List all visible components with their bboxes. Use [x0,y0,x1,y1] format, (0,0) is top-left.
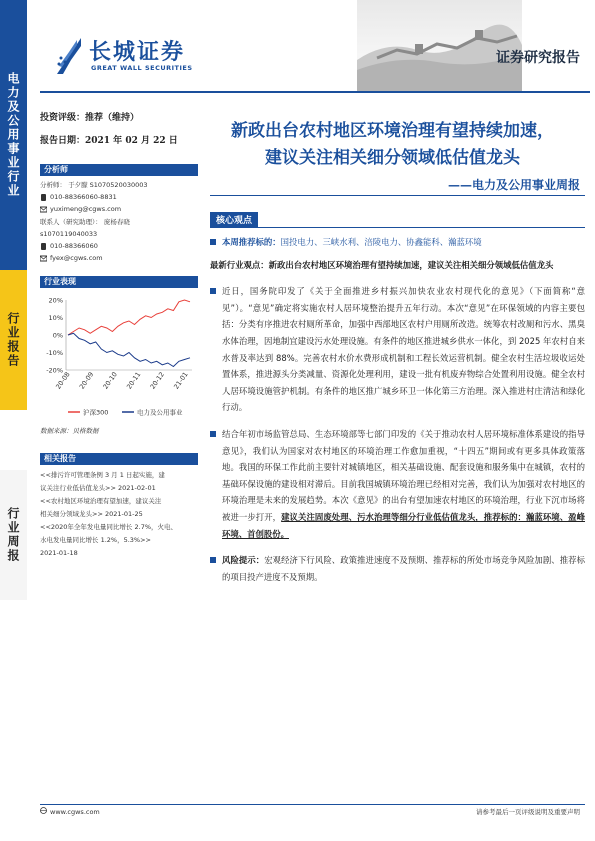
related-report-line[interactable]: 2021-01-18 [40,549,78,557]
rail-spacer [0,410,27,470]
rail-bottom [0,600,27,841]
rating: 投资评级：推荐（维持） [40,113,140,123]
y-tick-label: 10% [48,314,63,322]
recommend-block [210,234,585,251]
related-report-line[interactable]: 议关注行业低估值龙头>> 2021-02-01 [40,484,156,492]
x-tick-label: 20-11 [125,370,143,391]
rail-industry-block [0,0,27,270]
bullet-icon [210,431,216,437]
globe-icon [40,807,47,814]
analyst-email[interactable]: yuximeng@cgws.com [50,205,122,213]
y-tick-label: -20% [46,366,63,375]
email-icon [40,255,47,262]
y-tick-label: 0% [52,331,63,340]
contact-phone: 010-88366060 [50,242,98,250]
bullet-icon [210,288,216,294]
analyst-phone-row [40,193,198,201]
logo-chinese: 长城证券 [89,39,186,65]
report-subtitle: ——电力及公用事业周报 [447,178,580,192]
footer-url[interactable] [40,807,100,816]
risk-label: 风险提示： [222,555,265,566]
series-line-0 [68,300,190,335]
legend-label: 电力及公用事业 [137,408,183,417]
y-tick-label: -10% [46,349,63,357]
rail-report-kind-text: 行业报告 [6,312,20,368]
left-column [40,110,198,560]
report-date: 报告日期：2021 年 02 月 22 日 [40,136,178,146]
risk-text: 宏观经济下行风险、政策推进速度不及预期、推荐标的所处市场竞争风险加剧、推荐标的项目投产进度不及预期。 [222,555,585,582]
subtitle-divider [210,195,585,196]
performance-section-head: 行业表现 [40,276,198,288]
header-divider [40,91,590,93]
legend-label: 沪深300 [83,408,109,417]
core-view-head: 核心观点 [210,212,258,227]
rail-report-kind-block [0,270,27,410]
bullet-icon [210,239,216,245]
rail-period-block [0,470,27,600]
bullet-icon [210,557,216,563]
x-tick-label: 20-09 [77,370,96,391]
footer-divider [40,804,585,805]
report-title-line1: 新政出台农村地区环境治理有望持续加速， [231,121,554,141]
core-view-divider [210,227,585,228]
related-section-head: 相关报告 [40,453,198,465]
contact-email[interactable]: fyex@cgws.com [50,254,103,262]
y-tick-label: 20% [48,296,63,305]
footer-url-text: www.cgws.com [50,808,100,816]
analyst-name: 分析师： 于夕朦 S1070520030003 [40,181,148,189]
paragraph-1: 近日，国务院印发了《关于全面推进乡村振兴加快农业农村现代化的意见》（下面简称“意见”）。“意见”确定将实施农村人居环境整治提升五年行动。本次“意见”在环保领域的内容主要包括：分类有序推进农村厕所革命，加强中西部地区农村户用厕所改造。统筹农村改厕和污水、黑臭水体治理，因地制宜建设污水处理设施。有条件的地区推进城乡供水一体化，到 2025 年农村自来水普及率达到 88%。完善农村水价水费形成机制和工程长效运营机制。健全农村生活垃圾收运处置体系，推进源头分类减量、资源化处理利用，建设一批有机废弃物综合处置利用设施。健全农村人居环境设施管护机制。有条件的地区推广城乡环卫一体化第三方治理。深入推进村庄清洁和绿化行动。 [222,286,585,413]
main-content [210,208,585,585]
phone-icon [40,194,47,201]
related-reports-list [40,469,198,560]
contact-phone-row [40,242,198,250]
report-type: 证券研究报告 [496,50,580,66]
related-report-line[interactable]: <<农村地区环境治理有望加速，建议关注 [40,497,162,505]
series-line-1 [68,333,190,366]
email-icon [40,206,47,213]
paragraph-2-text: 结合年初市场监管总局、生态环境部等七部门印发的《关于推动农村人居环境标准体系建设的指导意见》，我们认为国家对农村地区的环境治理工作愈加重视，“十四五”期间或有更多具体政策落地。我国的环保工作此前主要针对城镇地区，相关基础设施、配套设施和服务集中在城镇，农村的基础环保设施的建设相对滞后。目前我国城镇环境治理已经相对完善，我们认为加强对农村地区的环境治理是未来的发展趋势。本次《意见》的出台有望加速农村地区的环境治理，行业下沉市场将被进一步打开， [222,428,585,522]
recommend-label: 本周推荐标的： [222,237,281,247]
paragraph-2-highlight: 建议关注固废处理、污水治理等细分行业低估值龙头，推荐标的：瀚蓝环境、盈峰环境、首创股份。 [222,511,586,539]
side-rail [0,0,27,841]
chart-source: 数据来源：贝格数据 [40,427,99,435]
analyst-email-row [40,205,198,213]
rail-period-text: 行业周报 [6,507,20,563]
report-title-line2: 建议关注相关细分领域低估值龙头 [265,148,520,168]
analyst-section-head: 分析师 [40,164,198,176]
paragraph-2 [222,426,585,542]
great-wall-image [357,0,522,92]
logo-english: GREAT WALL SECURITIES [91,64,193,72]
para1-block [210,283,585,416]
performance-chart-svg [40,294,198,424]
x-tick-label: 20-10 [101,370,119,391]
recommend-value: 国投电力、三峡水利、涪陵电力、协鑫能科、瀚蓝环境 [280,237,482,247]
contact-id: s1070119040033 [40,230,98,238]
related-report-line[interactable]: <<排污许可管理条例 3 月 1 日起实施，建 [40,471,165,479]
risk-block [210,552,585,585]
contact-person: 联系人（研究助理）： 庞杨春晓 [40,218,130,226]
logo-mark-icon [55,36,83,76]
rail-industry-text: 电力及公用事业行业 [6,72,20,198]
x-tick-label: 20-08 [54,370,72,391]
para2-block [210,426,585,542]
latest-view: 最新行业观点：新政出台农村地区环境治理有望持续加速，建议关注相关细分领域低估值龙头 [210,259,554,270]
company-logo [55,36,193,76]
analyst-phone: 010-88366060-8831 [50,193,117,201]
contact-email-row [40,254,198,262]
related-report-line[interactable]: <<2020年全年发电量同比增长 2.7%，火电、 [40,523,178,531]
phone-icon [40,243,47,250]
footer-disclaimer: 请参考最后一页评级说明及重要声明 [476,808,580,816]
performance-chart [40,294,198,424]
x-tick-label: 21-01 [172,370,190,391]
x-tick-label: 20-12 [148,370,167,391]
related-report-line[interactable]: 相关细分领域龙头>> 2021-01-25 [40,510,143,518]
related-report-line[interactable]: 水电发电量同比增长 1.2%，5.3%>> [40,536,151,544]
page-header [27,0,595,92]
